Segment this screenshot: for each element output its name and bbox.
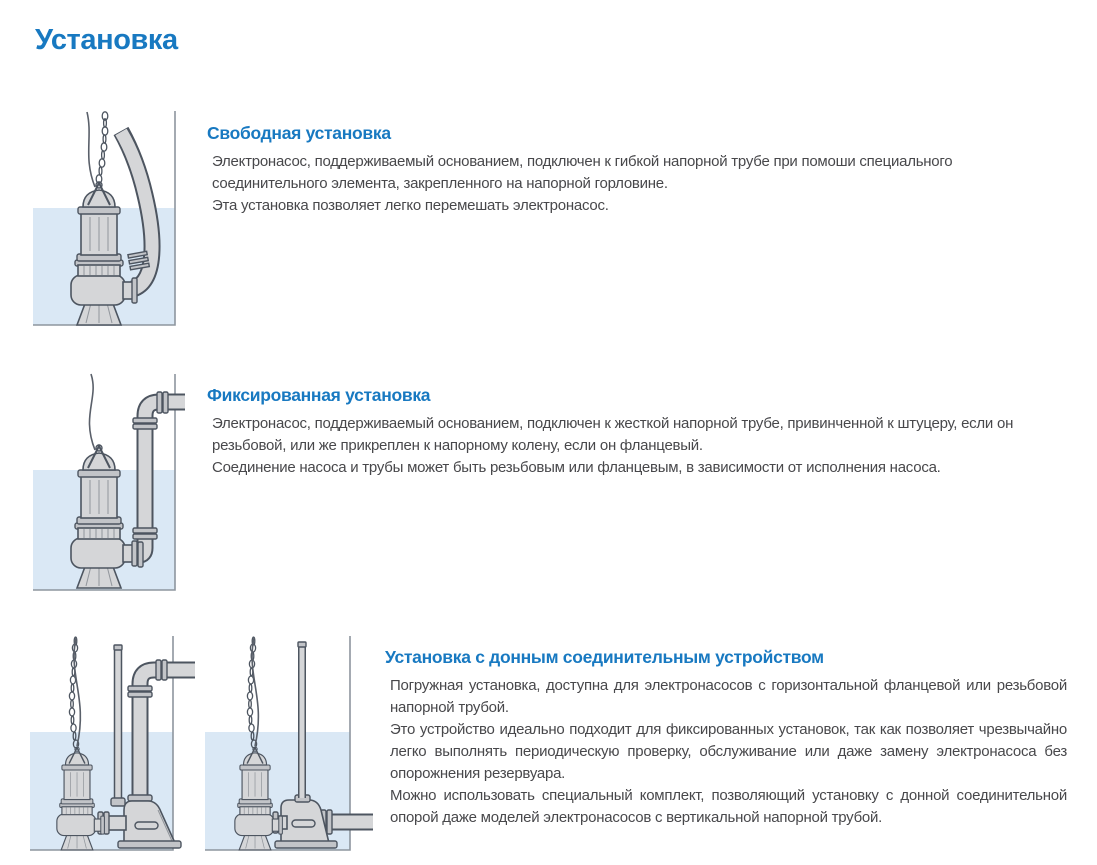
paragraph: Погружная установка, доступна для электронасосов с горизонтальной фланцевой или резьбовой напорной трубой. [390,677,1067,716]
section-heading-bottom-coupling: Установка с донным соединительным устройством [385,647,824,667]
bottom-coupling-horizontal-illustration [205,632,373,855]
paragraph: Эта установка позволяет легко перемешать электронасос. [212,197,609,214]
bottom-coupling-vertical-illustration [30,632,195,855]
paragraph: Это устройство идеально подходит для фиксированных установок, так как позволяет чрезвычайно легко выполнять периодическую проверку, обслуживание или даже замену электронасоса без опорожнения резервуара. [390,721,1067,782]
pump-bottom-coupling-vertical-icon [30,632,195,855]
pump-rigid-pipe-icon [33,370,185,595]
paragraph: Электронасос, поддерживаемый основанием, подключен к жесткой напорной трубе, привинченной к штуцеру, если он резьбовой, или же прикреплен к напорному колену, если он фланцевый. [212,415,1014,454]
section-body-fixed-installation [212,413,1070,479]
section-body-free-installation [212,151,1070,217]
pump-bottom-coupling-horizontal-icon [205,632,373,855]
free-installation-illustration [33,107,185,330]
section-body-bottom-coupling [390,675,1067,829]
fixed-installation-illustration [33,370,185,595]
section-heading-free-installation: Свободная установка [207,123,391,143]
paragraph: Электронасос, поддерживаемый основанием, подключен к гибкой напорной трубе при помоши специального соединительного элемента, закрепленного на напорной горловине. [212,153,953,192]
section-heading-fixed-installation: Фиксированная установка [207,385,431,405]
paragraph: Можно использовать специальный комплект, позволяющий установку с донной соединительной опорой даже моделей электронасосов с вертикальной напорной трубой. [390,787,1067,826]
paragraph: Соединение насоса и трубы может быть резьбовым или фланцевым, в зависимости от исполнения насоса. [212,459,941,476]
pump-flexible-hose-icon [33,107,185,330]
page-title: Установка [35,24,178,56]
